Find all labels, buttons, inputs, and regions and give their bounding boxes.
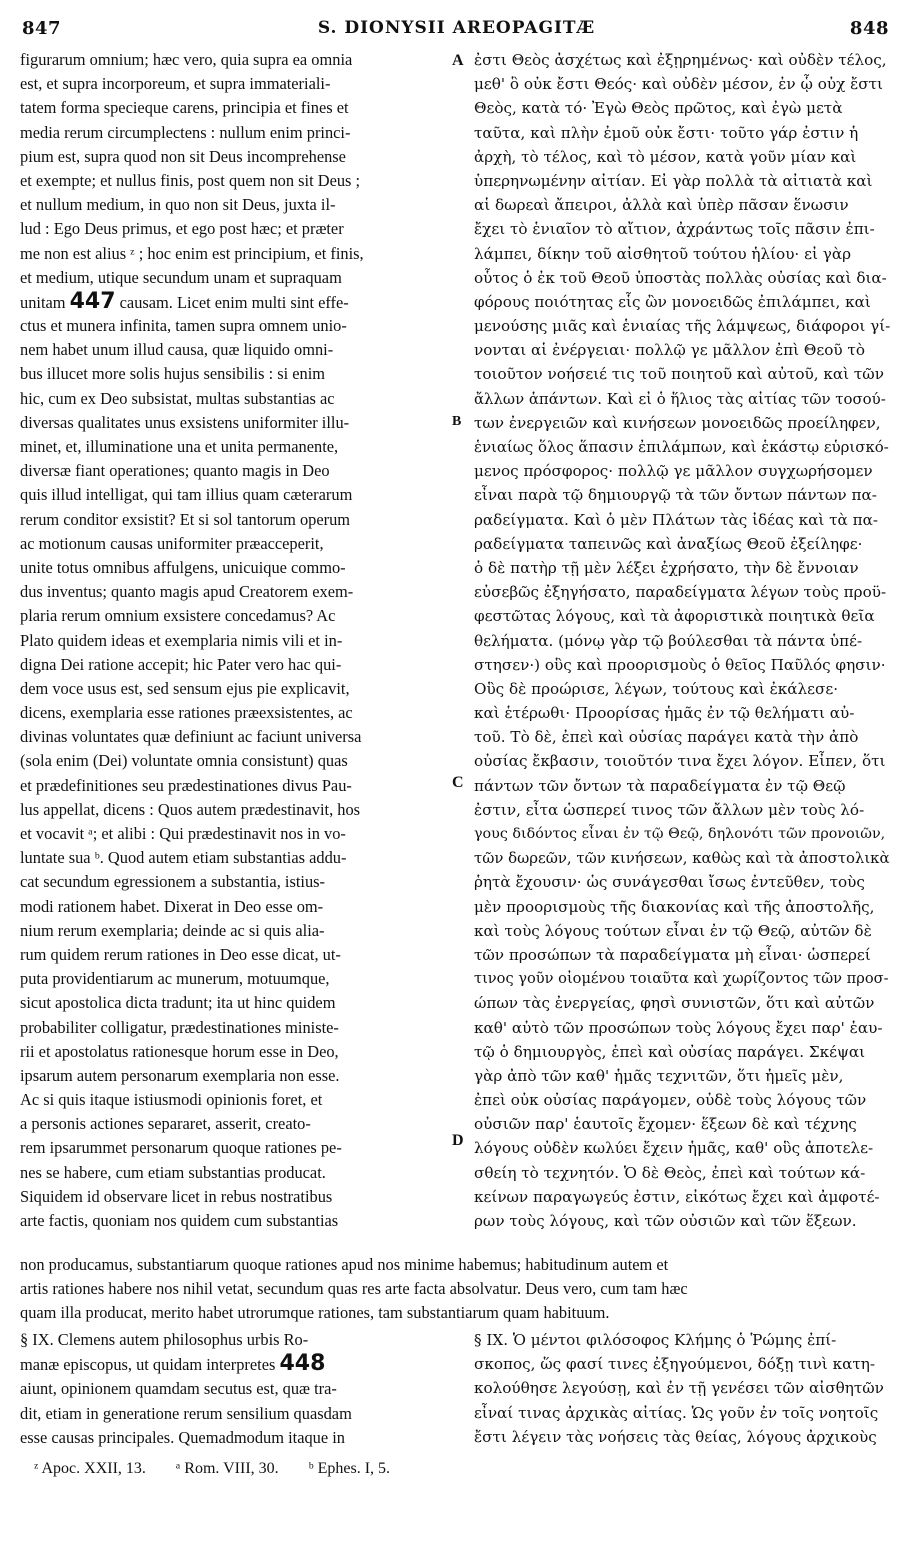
latin-text-line: hic, cum ex Deo subsistat, multas substantias ac — [20, 388, 335, 408]
greek-text-line: ἔστι λέγειν τὰς νοήσεις τὰς θείας, λόγους ἀρχικοὺς — [474, 1427, 877, 1446]
greek-text-line: σθείη τὸ τεχνητόν. Ὁ δὲ Θεὸς, ἐπεὶ καὶ τούτων κά- — [474, 1163, 866, 1182]
greek-text-line: λάμπει, δίκην τοῦ αἰσθητοῦ τούτου ἡλίου· εἰ γὰρ — [474, 244, 852, 263]
left-page-number: 847 — [22, 18, 62, 39]
greek-text-line: νονται αἱ ἐνέργειαι· πολλῷ γε μᾶλλον ἐπὶ Θεοῦ τὸ — [474, 341, 865, 360]
margin-letter-a: A — [452, 52, 464, 69]
latin-text-line: nem habet unum illud causa, quæ liquido omni- — [20, 340, 334, 360]
latin-text-line: pium est, supra quod non sit Deus incomprehense — [20, 146, 346, 166]
latin-text-line: lus appellat, dicens : Quos autem prædestinavit, hos — [20, 799, 361, 819]
greek-text-line: αἱ δωρεαὶ ἄπειροι, ἀλλὰ καὶ ὑπὲρ πᾶσαν ἕνωσιν — [474, 196, 849, 215]
latin-text-line: et nullum medium, in quo non sit Deus, juxta il- — [20, 195, 336, 215]
greek-text-line: οὐσίας ἔκβασιν, τοιοῦτόν τινα ἔχει λόγον. Εἶπεν, ὅτι — [474, 752, 886, 771]
latin-text-line: lud : Ego Deus primus, et ego post hæc; et præter — [20, 219, 344, 239]
greek-text-line: μενούσης μιᾶς καὶ ἑνιαίας τῆς λάμψεως, διάφοροι γί- — [474, 317, 891, 336]
latin-text-line: dicens, exemplaria esse rationes præexsistentes, ac — [20, 703, 353, 723]
latin-text-line: manæ episcopus, ut quidam interpretes 448 — [20, 1352, 326, 1377]
latin-text-line: bus illucet more solis hujus sensibilis : si enim — [20, 364, 326, 384]
latin-text-line: et exempte; et nullus finis, post quem non sit Deus ; — [20, 170, 361, 190]
full-width-line: non producamus, substantiarum quoque rationes apud nos minime habemus; habitudinum autem et — [20, 1255, 669, 1274]
greek-column — [474, 48, 892, 1233]
greek-text-line: ραδείγματα ταπεινῶς καὶ ἀναξίως Θεοῦ ἐξείληφε· — [474, 534, 863, 553]
greek-text-line: εἶναι παρὰ τῷ δημιουργῷ τὰ τῶν ὄντων πάντων πα- — [474, 486, 877, 505]
latin-text-line: probabiliter colligatur, prædestinationes ministe- — [20, 1017, 339, 1037]
latin-text-line: nes se habere, cum etiam substantias producat. — [20, 1162, 326, 1182]
latin-column — [20, 48, 446, 1233]
greek-text-line: τῶν δωρεῶν, τῶν κινήσεων, καθὼς καὶ τὰ ἀποστολικὰ — [474, 849, 890, 868]
latin-text-line: puta providentiarum ac munerum, motuumque, — [20, 969, 330, 989]
greek-text-line: κολούθησε λεγούσῃ, καὶ ἐν τῇ γενέσει τῶν αἰσθητῶν — [474, 1379, 884, 1398]
greek-text-line: εἶναί τινας ἀρχικὰς αἰτίας. Ὡς γοῦν ἐν τοῖς νοητοῖς — [474, 1403, 879, 1422]
latin-text-line: unite totus omnibus affulgens, unicuique commo- — [20, 557, 346, 577]
greek-text-line: ρων τοὺς λόγους, καὶ τῶν οὐσιῶν καὶ τῶν ἕξεων. — [474, 1212, 857, 1230]
greek-text-line: τοῦ. Τὸ δὲ, ἐπεὶ καὶ οὐσίας παράγει κατὰ τὴν ἀπὸ — [474, 728, 859, 747]
latin-text-line: et medium, utique secundum unam et supraquam — [20, 267, 342, 287]
greek-text-line: φεστῶτας λόγους, καὶ τὰ ἀφοριστικὰ ποιητικὰ θεῖα — [474, 607, 875, 626]
greek-text-line: ἄλλων ἁπάντων. Καὶ εἰ ὁ ἥλιος τὰς αἰτίας τῶν τοσού- — [474, 389, 886, 408]
latin-text-line: ctus et munera infinita, tamen supra omnem unio- — [20, 316, 347, 336]
greek-text-line: γους διδόντος εἶναι ἐν τῷ Θεῷ, δηλονότι τῶν προνοιῶν, — [474, 826, 886, 842]
latin-text-line: ipsarum autem personarum exemplaria non esse. — [20, 1065, 340, 1085]
latin-text-line: rerum conditor exsistit? Et si sol tantorum operum — [20, 509, 351, 529]
greek-text-line: τινος γοῦν οἰομένου τοιαῦτα καὶ χωρίζοντος τῶν προσ- — [474, 970, 889, 988]
footnote: ᵇ Ephes. I, 5. — [308, 1460, 391, 1477]
greek-text-line: οὐσιῶν παρ' ἑαυτοῖς ἔχομεν· ἕξεων δὲ καὶ τέχνης — [474, 1115, 857, 1134]
latin-section-ix — [20, 1328, 446, 1450]
greek-text-line: μὲν προορισμοὺς τῆς διακονίας καὶ τῆς ἀποστολῆς, — [474, 897, 875, 916]
greek-text-line: κείνων παραγωγεύς ἐστιν, εἰκότως ἔχει καὶ ἀμφοτέ- — [474, 1187, 880, 1206]
latin-text-line: Siquidem id observare licet in rebus nostratibus — [20, 1186, 333, 1206]
latin-text-line: esse causas principales. Quemadmodum itaque in — [20, 1427, 345, 1447]
latin-text-line: dit, etiam in generatione rerum sensilium quasdam — [20, 1403, 352, 1423]
latin-text-line: a personis actiones separaret, asserit, creato- — [20, 1114, 311, 1134]
greek-text-line: φόρους ποιότητας εἷς ὢν μονοειδῶς ἐπιλάμπει, καὶ — [474, 292, 871, 311]
right-page-number: 848 — [849, 18, 889, 39]
latin-text-line: diversas qualitates unus exsistens uniformiter illu- — [20, 412, 350, 432]
margin-letter-d: D — [452, 1132, 464, 1149]
footnote: ᵃ Rom. VIII, 30. — [175, 1460, 279, 1477]
greek-text-line: των ἐνεργειῶν καὶ κινήσεων μονοειδῶς προείληφεν, — [474, 413, 881, 432]
latin-text-line: unitam 447 causam. Licet enim multi sint effe- — [20, 289, 349, 314]
footnote: ᶻ Apoc. XXII, 13. — [34, 1460, 146, 1477]
latin-text-line: (sola enim (Dei) voluntate omnia consistunt) quas — [20, 751, 348, 771]
latin-text-line: et prædefinitiones seu prædestinationes divus Pau- — [20, 775, 352, 795]
greek-text-line: σκοπος, ὥς φασί τινες ἐξηγούμενοι, δόξῃ τινὶ κατη- — [474, 1355, 875, 1374]
latin-text-line: rem ipsarummet personarum quoque rationes pe- — [20, 1138, 342, 1158]
latin-text-line: media rerum circumplectens : nullum enim princi- — [20, 122, 351, 142]
full-width-line: artis rationes habere nos nihil vetat, secundum quas res arte facta absolvatur. Deus vero, cum tam hæc — [20, 1279, 688, 1298]
greek-text-line: μενος πρόσφορος· πολλῷ γε μᾶλλον συγχωρήσομεν — [474, 462, 873, 481]
greek-text-line: καὶ ἑτέρωθι· Προορίσας ἡμᾶς ἐν τῷ θελήματι αὐ- — [474, 704, 855, 723]
latin-text-line: minet, et, illuminatione una et unita permanente, — [20, 437, 339, 456]
latin-text-line: est, et supra incorporeum, et supra immateriali- — [20, 74, 331, 94]
latin-text-line: nium rerum exemplaria; deinde ac si quis alia- — [20, 920, 325, 940]
running-title: S. DIONYSII AREOPAGITÆ — [317, 18, 596, 38]
greek-text-line: ἔχει τὸ ἑνιαῖον τὸ αἴτιον, ἀχράντως τοῖς πᾶσιν ἐπι- — [474, 220, 875, 239]
greek-text-line: στησεν·) οὓς καὶ προορισμοὺς ὁ θεῖος Παῦλός φησιν· — [474, 655, 886, 674]
latin-text-line: me non est alius ᶻ ; hoc enim est principium, et finis, — [20, 243, 364, 263]
latin-text-line: Plato quidem ideas et exemplaria nimis vili et in- — [20, 630, 343, 650]
latin-text-line: dem voce usus est, sed sensum ejus pie explicavit, — [20, 678, 350, 698]
latin-text-line: arte factis, quoniam nos quidem cum substantias — [20, 1211, 339, 1230]
greek-text-line: ἑνιαίως ὅλος ἅπασιν ἐπιλάμπων, καὶ ἑκάστῳ εὑρισκό- — [474, 438, 889, 456]
greek-text-line: γὰρ ἀπὸ τῶν καθ' ἡμᾶς τεχνιτῶν, ὅτι ἡμεῖς μὲν, — [474, 1066, 844, 1085]
latin-text-line: quis illud intelligat, qui tam illius quam cæterarum — [20, 485, 353, 505]
latin-text-line: divinas voluntates quæ definiunt ac faciunt universa — [20, 727, 362, 747]
greek-text-line: ὁ δὲ πατὴρ τῇ μὲν λέξει ἐχρήσατο, τὴν δὲ ἔννοιαν — [474, 558, 859, 577]
greek-text-line: ἐστιν, εἶτα ὡσπερεί τινος τῶν ἄλλων μὲν τοὺς λό- — [474, 800, 865, 819]
greek-text-line: τοιοῦτον νοήσειέ τις τοῦ ποιητοῦ καὶ αὐτοῦ, καὶ τῶν — [474, 365, 884, 384]
greek-text-line: τῷ ὁ δημιουργὸς, ἐπεὶ καὶ οὐσίας παράγει. Σκέψαι — [474, 1042, 866, 1061]
margin-letter-b: B — [452, 414, 462, 429]
greek-text-line: ὑπερηνωμένην αἰτίαν. Εἰ γὰρ πολλὰ τὰ αἰτιατὰ καὶ — [474, 171, 873, 190]
greek-text-line: λόγους οὐδὲν κωλύει ἔχειν ἡμᾶς, καθ' οὓς ἀποτελε- — [474, 1139, 874, 1158]
greek-text-line: μεθ' ὃ οὐκ ἔστι Θεός· καὶ οὐδὲν μέσον, ἐν ᾧ οὐχ ἔστι — [474, 75, 883, 94]
greek-text-line: θελήματα. (μόνῳ γὰρ τῷ βούλεσθαι τὰ πάντα ὑπέ- — [474, 631, 863, 650]
latin-text-line: cat secundum egressionem a substantia, istius- — [20, 872, 325, 892]
greek-text-line: πάντων τῶν ὄντων τὰ παραδείγματα ἐν τῷ Θεῷ — [474, 776, 846, 795]
greek-text-line: τῶν προσώπων τὰ παραδείγματα μὴ εἶναι· ὡσπερεί — [474, 945, 871, 964]
latin-text-line: tatem forma specieque carens, principia et fines et — [20, 98, 349, 118]
greek-text-line: ῥητὰ ἔχουσιν· ὡς συνάγεσθαι ἴσως ἐντεῦθεν, τοὺς — [474, 873, 865, 892]
latin-text-line: aiunt, opinionem quamdam secutus est, quæ tra- — [20, 1379, 337, 1399]
latin-text-line: plaria rerum omnium exsistere concedamus? Ac — [20, 606, 336, 626]
latin-text-line: § IX. Clemens autem philosophus urbis Ro- — [20, 1330, 309, 1349]
greek-text-line: § IX. Ὁ μέντοι φιλόσοφος Κλήμης ὁ Ῥώμης ἐπί- — [474, 1331, 837, 1349]
latin-text-line: et vocavit ᵃ; et alibi : Qui prædestinavit nos in vo- — [20, 824, 346, 843]
latin-text-line: diversæ fiant operationes; quanto magis in Deo — [20, 461, 330, 481]
latin-text-line: modi rationem habet. Dixerat in Deo esse om- — [20, 896, 324, 916]
greek-text-line: ώπων τὰς ἐνεργείας, φησὶ συνιστῶν, ὅτι καὶ αὐτῶν — [474, 994, 875, 1013]
latin-text-line: sicut apostolica dicta tradunt; ita ut hinc quidem — [20, 993, 336, 1013]
greek-text-line: ραδείγματα. Καὶ ὁ μὲν Πλάτων τὰς ἰδέας καὶ τὰ πα- — [474, 510, 879, 529]
greek-text-line: ταῦτα, καὶ πλὴν ἐμοῦ οὐκ ἔστι· τοῦτο γάρ ἐστιν ἡ — [474, 123, 859, 142]
footnotes — [34, 1460, 416, 1478]
greek-text-line: Οὓς δὲ προώρισε, λέγων, τούτους καὶ ἐκάλεσε· — [474, 679, 839, 698]
greek-section-ix — [474, 1328, 892, 1449]
latin-text-line: dus inventus; quanto magis apud Creatorem exem- — [20, 582, 354, 602]
greek-text-line: ἐπεὶ οὐκ οὐσίας παράγομεν, οὐδὲ τοὺς λόγους τῶν — [474, 1091, 867, 1110]
latin-text-line: rii et apostolatus rationesque horum esse in Deo, — [20, 1041, 339, 1061]
latin-text-line: Ac si quis itaque istiusmodi opinionis foret, et — [20, 1090, 323, 1110]
full-width-line: quam illa producat, merito habet utrorumque rationes, tam substantiarum quam habituum. — [20, 1303, 610, 1322]
greek-text-line: καὶ τοὺς λόγους τούτων εἶναι ἐν τῷ Θεῷ, αὐτῶν δὲ — [474, 921, 872, 940]
latin-text-line: rum quidem rerum rationes in Deo esse dicat, ut- — [20, 944, 341, 964]
greek-text-line: οὗτος ὁ ἐκ τοῦ Θεοῦ ὑποστὰς πολλὰς οὐσίας καὶ δια- — [474, 268, 887, 287]
latin-text-line: luntate sua ᵇ. Quod autem etiam substantias addu- — [20, 848, 347, 868]
greek-text-line: εὐσεβῶς ἐξηγήσατο, παραδείγματα λέγων τοὺς προϋ- — [474, 583, 887, 602]
latin-text-line: digna Dei ratione accepit; hic Pater vero hac qui- — [20, 654, 342, 674]
greek-text-line: Θεὸς, κατὰ τό· Ἐγὼ Θεὸς πρῶτος, καὶ ἐγὼ μετὰ — [474, 99, 843, 118]
margin-letter-c: C — [452, 774, 464, 791]
latin-text-line: figurarum omnium; hæc vero, quia supra ea omnia — [20, 50, 353, 69]
greek-text-line: ἀρχὴ, τὸ τέλος, καὶ τὸ μέσον, κατὰ γοῦν μίαν καὶ — [474, 147, 857, 166]
latin-text-line: ac motionum causas uniformiter præacceperit, — [20, 533, 324, 553]
greek-text-line: ἐστι Θεὸς ἀσχέτως καὶ ἐξῃρημένως· καὶ οὐδὲν τέλος, — [474, 51, 887, 69]
greek-text-line: καθ' αὐτὸ τῶν προσώπων τοὺς λόγους ἔχει παρ' ἑαυ- — [474, 1018, 883, 1037]
